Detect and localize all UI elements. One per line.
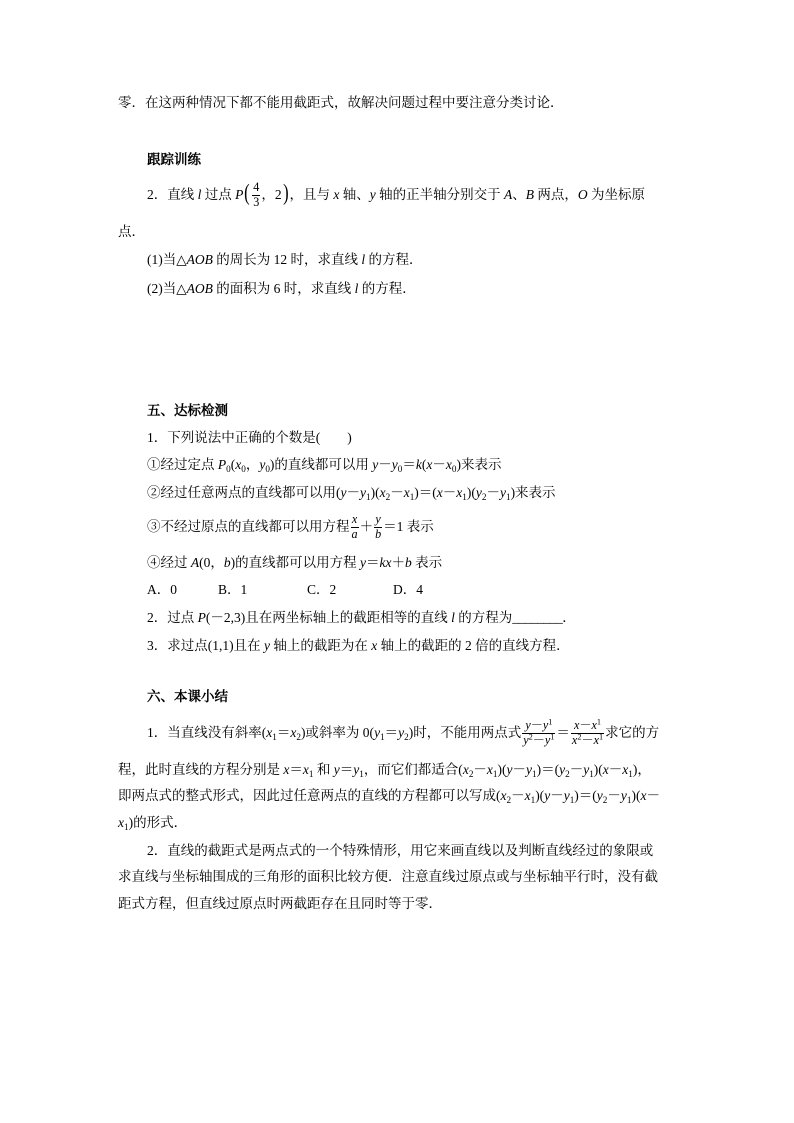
math-variable: l <box>361 252 366 267</box>
subscript: 2 <box>296 731 301 742</box>
text-run: )( <box>593 762 603 777</box>
math-variable: x <box>426 457 433 472</box>
subscript: 0 <box>397 463 403 474</box>
text-run: ＝ <box>339 762 354 777</box>
math-variable: A <box>190 555 200 570</box>
intro-line <box>118 93 564 113</box>
math-variable: x <box>573 718 580 733</box>
math-variable: x <box>593 733 599 748</box>
math-variable: x <box>302 762 309 777</box>
text-run: 轴上的截距的 2 倍的直线方程． <box>377 638 570 653</box>
text-run: － <box>486 485 500 500</box>
text-run: － <box>646 788 660 803</box>
text-run: (2)当△ <box>147 281 187 296</box>
math-variable: x <box>371 638 378 653</box>
subscript: 1 <box>462 491 467 502</box>
math-variable: y <box>398 725 405 740</box>
math-variable: y <box>620 788 627 803</box>
text-run: )的直线都可以用 <box>269 457 373 472</box>
math-variable: O <box>577 187 588 202</box>
q1-statement-4 <box>147 553 442 573</box>
subscript: 2 <box>385 491 391 502</box>
subscript: 1 <box>359 768 364 779</box>
text-run: － <box>607 788 621 803</box>
math-variable: kx <box>379 555 392 570</box>
fraction-denominator <box>252 196 260 210</box>
text-run: )时，不能用两点式 <box>408 725 522 740</box>
text-run: ＝ <box>276 725 291 740</box>
math-variable: y <box>353 762 360 777</box>
fraction <box>522 719 555 748</box>
subscript: 0 <box>265 463 270 474</box>
math-variable: x <box>571 733 578 748</box>
text-run: 的方程． <box>358 281 416 296</box>
math-variable: l <box>354 281 359 296</box>
math-variable: y <box>374 725 381 740</box>
math-variable: y <box>525 718 531 733</box>
text-run: )来表示 <box>510 485 556 500</box>
math-variable: y <box>475 485 482 500</box>
summary-line <box>118 760 651 780</box>
math-variable: y <box>526 762 532 777</box>
text-run: 求直线与坐标轴围成的三角形的面积比较方便．注意直线过原点或与坐标轴平行时，没有截 <box>118 869 658 884</box>
text-run: )或斜率为 0( <box>300 725 375 740</box>
math-variable: P <box>235 187 244 202</box>
math-variable: P <box>197 610 206 625</box>
text-run: 和 <box>313 762 334 777</box>
text-run: 、 <box>512 187 526 202</box>
text-run: － <box>579 718 592 733</box>
q1-option-c: C．2 <box>307 582 337 597</box>
math-variable: b <box>375 527 382 542</box>
math-variable: y <box>372 457 379 472</box>
math-variable: AOB <box>186 252 213 267</box>
summary-line <box>147 841 653 861</box>
text-run: 两点， <box>533 187 578 202</box>
math-variable: k <box>415 457 422 472</box>
math-variable: y <box>360 485 366 500</box>
superscript: 2 <box>528 732 533 742</box>
math-variable: x <box>456 485 463 500</box>
tracking-heading: 跟踪训练 <box>147 152 201 167</box>
subscript: 2 <box>481 491 487 502</box>
summary-line <box>118 894 442 914</box>
fraction-denominator <box>351 528 359 542</box>
math-variable: x <box>462 762 469 777</box>
subscript: 1 <box>505 491 511 502</box>
tracking-subquestion-1 <box>147 250 423 270</box>
math-variable: x <box>118 815 124 830</box>
math-variable: x <box>622 762 629 777</box>
q1-statement-1 <box>147 455 501 475</box>
text-run: (－2,3)且在两坐标轴上的截距相等的直线 <box>205 610 452 625</box>
text-run: ②经过任意两点的直线都可以用( <box>147 485 341 500</box>
text-run: 即两点式的整式形式，因此过任意两点的直线的方程都可以写成( <box>118 788 501 803</box>
text-run: )＝( <box>536 762 560 777</box>
text-run: )来表示 <box>456 457 502 472</box>
q1-option-a: A．0 <box>147 582 177 597</box>
text-run: － <box>550 788 564 803</box>
text-run: ，而它们都适合( <box>363 762 463 777</box>
text-run: ． <box>562 610 576 625</box>
math-variable: x <box>235 457 242 472</box>
text-run: 的方程． <box>365 252 423 267</box>
math-variable: y <box>391 457 398 472</box>
fraction-denominator <box>374 528 382 542</box>
math-variable: y <box>360 555 366 570</box>
math-variable: l <box>197 187 202 202</box>
math-variable: y <box>259 457 266 472</box>
text-run: ，2 <box>261 187 282 202</box>
math-variable: b <box>223 555 231 570</box>
q1-option-d: D．4 <box>393 582 423 597</box>
fraction-denominator <box>571 734 604 748</box>
text-run: )的直线都可以用方程 <box>230 555 360 570</box>
text-run: － <box>608 762 623 777</box>
subscript: 1 <box>308 768 314 779</box>
text-run: )( <box>466 485 476 500</box>
math-variable: x <box>486 762 493 777</box>
fraction-numerator <box>374 513 382 528</box>
text-run: 零．在这两种情况下都不能用截距式，故解决问题过程中要注意分类讨论． <box>118 95 564 110</box>
text-run: 1．下列说法中正确的个数是( ) <box>147 430 352 445</box>
text-run: － <box>390 485 404 500</box>
subscript: 2 <box>506 794 512 805</box>
summary-line <box>147 713 659 753</box>
subscript: 2 <box>565 768 570 779</box>
tracking-subquestion-2 <box>147 279 416 299</box>
fraction <box>374 513 382 542</box>
math-variable: x <box>333 187 340 202</box>
text-run: 求它的方 <box>605 725 660 740</box>
text-run: ＝ <box>366 555 380 570</box>
text-run: 2．过点 <box>147 610 198 625</box>
text-run: 的方程为 <box>454 610 513 625</box>
text-run: － <box>432 457 446 472</box>
summary-line <box>118 813 187 833</box>
math-variable: x <box>290 725 297 740</box>
text-run: 为坐标原 <box>587 187 645 202</box>
section5-heading: 五、达标检测 <box>147 403 228 418</box>
q1-option-b: B．1 <box>218 582 248 597</box>
math-variable: y <box>340 485 347 500</box>
text-run: － <box>473 762 487 777</box>
text-run: 点． <box>118 224 145 239</box>
math-variable: P <box>217 457 227 472</box>
text-run: (0， <box>199 555 224 570</box>
text-run: ＋ <box>391 555 405 570</box>
math-variable: x <box>351 512 358 527</box>
text-run: 的周长为 12 时，求直线 <box>212 252 362 267</box>
large-bracket: ( <box>244 180 251 207</box>
text-run: ＋ <box>359 519 374 534</box>
math-variable: y <box>563 788 570 803</box>
math-variable: y <box>544 733 551 748</box>
subscript: 2 <box>404 731 409 742</box>
text-run: ＝1 表示 <box>383 519 434 534</box>
text-run: － <box>346 485 360 500</box>
text-run: ＝ <box>556 725 570 740</box>
subscript: 1 <box>124 821 129 832</box>
text-run: ④经过 <box>147 555 191 570</box>
math-variable: y <box>333 762 340 777</box>
superscript: 1 <box>550 732 555 742</box>
text-run: )的形式． <box>128 815 188 830</box>
text-run: ＝ <box>384 725 399 740</box>
subscript: 2 <box>468 768 474 779</box>
subscript: 0 <box>241 463 246 474</box>
text-run: － <box>532 733 545 748</box>
text-run: 过点 <box>201 187 236 202</box>
math-variable: y <box>264 638 270 653</box>
text-run: )( <box>370 485 380 500</box>
subscript: 1 <box>569 794 575 805</box>
math-variable: y <box>596 788 603 803</box>
text-run: 3 <box>253 195 260 210</box>
math-variable: y <box>375 512 381 527</box>
text-run: 轴的正半轴分别交于 <box>375 187 504 202</box>
math-variable: l <box>451 610 455 625</box>
text-run: － <box>511 788 525 803</box>
subscript: 1 <box>530 794 536 805</box>
text-run: ，且与 <box>289 187 334 202</box>
math-variable: x <box>445 457 452 472</box>
math-variable: x <box>436 485 443 500</box>
text-run: 的面积为 6 时，求直线 <box>212 281 355 296</box>
q3-text <box>147 636 570 656</box>
text-run: － <box>512 762 526 777</box>
text-run: 3．求过点(1,1)且在 <box>147 638 264 653</box>
fraction-numerator <box>351 513 359 528</box>
subscript: 2 <box>602 794 608 805</box>
fraction <box>351 513 359 542</box>
subscript: 1 <box>272 731 277 742</box>
fraction <box>571 719 604 748</box>
fraction-denominator <box>522 734 555 748</box>
q1-stem <box>147 428 352 448</box>
tracking-question-line <box>118 222 145 242</box>
math-variable: x <box>403 485 410 500</box>
text-run: (1)当△ <box>147 252 187 267</box>
q2-text <box>147 608 576 628</box>
text-run: － <box>569 762 584 777</box>
math-variable: b <box>404 555 412 570</box>
text-run: 2．直线 <box>147 187 198 202</box>
math-variable: x <box>283 762 290 777</box>
math-variable: x <box>640 788 647 803</box>
text-run: ①经过定点 <box>147 457 218 472</box>
text-run: 程，此时直线的方程分别是 <box>118 762 284 777</box>
subscript: 1 <box>589 768 594 779</box>
math-variable: x <box>379 485 386 500</box>
text-run: ， <box>245 457 260 472</box>
text-run: )( <box>535 788 545 803</box>
subscript: 1 <box>380 731 385 742</box>
text-run: ( <box>230 457 236 472</box>
text-run: )＝( <box>414 485 437 500</box>
subscript: 1 <box>492 768 498 779</box>
tracking-question-line <box>147 179 645 211</box>
summary-line <box>118 867 658 887</box>
text-run: 轴、 <box>339 187 370 202</box>
math-variable: A <box>503 187 513 202</box>
text-run: － <box>378 457 392 472</box>
subscript: 1 <box>628 768 633 779</box>
text-run: )＝( <box>574 788 597 803</box>
text-run: ③不经过原点的直线都可以用方程 <box>147 519 350 534</box>
math-variable: a <box>351 527 358 542</box>
text-run: 1．当直线没有斜率( <box>147 725 267 740</box>
math-variable: x <box>591 718 597 733</box>
text-run: － <box>442 485 457 500</box>
text-run: ＝ <box>289 762 303 777</box>
superscript: 1 <box>596 717 602 727</box>
text-run: 轴上的截距为在 <box>270 638 372 653</box>
q1-statement-3 <box>147 511 434 543</box>
text-run: )( <box>497 762 507 777</box>
subscript: 1 <box>409 491 415 502</box>
subscript: 0 <box>451 463 457 474</box>
math-variable: y <box>499 485 506 500</box>
math-variable: y <box>542 718 549 733</box>
superscript: 1 <box>548 717 553 727</box>
math-variable: y <box>369 187 376 202</box>
superscript: 1 <box>598 732 604 742</box>
math-variable: x <box>500 788 507 803</box>
math-variable: AOB <box>186 281 213 296</box>
text-run: ＝ <box>402 457 416 472</box>
math-variable: x <box>266 725 273 740</box>
text-run: 2．直线的截距式是两点式的一个特殊情形，用它来画直线以及判断直线经过的象限或 <box>147 843 654 858</box>
section6-heading: 六、本课小结 <box>147 689 228 704</box>
subscript: 1 <box>626 794 632 805</box>
text-run: 4 <box>253 180 260 195</box>
math-variable: B <box>525 187 534 202</box>
q1-statement-2 <box>147 483 556 503</box>
text-run: 表示 <box>411 555 443 570</box>
math-variable: x <box>524 788 531 803</box>
text-run: 距式方程，但直线过原点时两截距存在且同时等于零． <box>118 896 442 911</box>
math-variable: y <box>544 788 551 803</box>
text-run: － <box>581 733 594 748</box>
text-run: ( <box>421 457 427 472</box>
math-variable: y <box>506 762 513 777</box>
summary-line <box>118 786 660 806</box>
fraction-numerator <box>252 181 260 196</box>
answer-blank: ________ <box>512 610 563 625</box>
math-variable: x <box>602 762 609 777</box>
math-variable: y <box>559 762 566 777</box>
text-run: )， <box>632 762 651 777</box>
text-run: － <box>530 718 543 733</box>
superscript: 2 <box>577 732 582 742</box>
text-run: )( <box>631 788 641 803</box>
large-bracket: ) <box>282 180 289 207</box>
subscript: 0 <box>226 463 231 474</box>
subscript: 1 <box>366 491 371 502</box>
math-variable: y <box>523 733 529 748</box>
math-variable: y <box>583 762 590 777</box>
subscript: 1 <box>532 768 537 779</box>
fraction <box>252 181 260 210</box>
